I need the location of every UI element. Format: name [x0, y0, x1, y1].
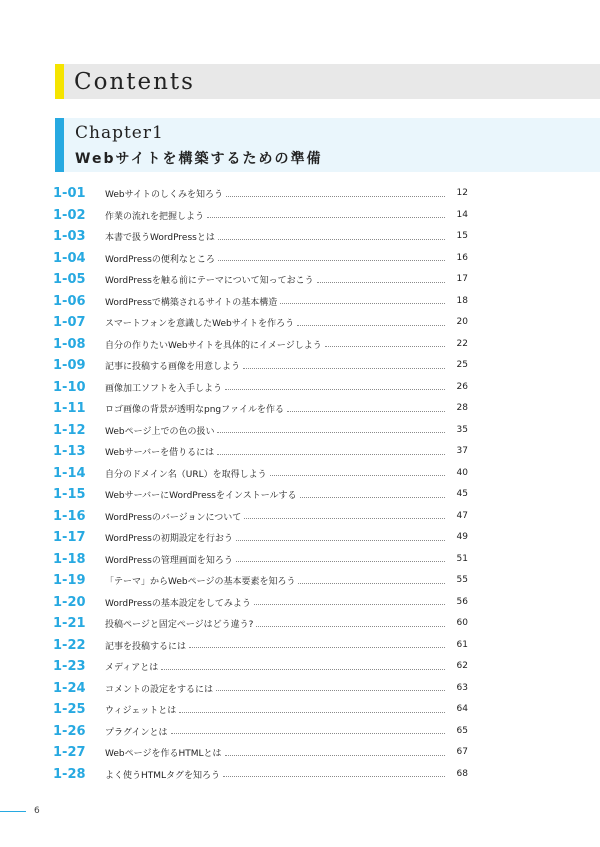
toc-entry-page: 64	[456, 704, 468, 714]
toc-entry-number: 1-13	[53, 444, 86, 459]
toc-leader-dots	[317, 281, 445, 283]
toc-entry-number: 1-10	[53, 379, 86, 395]
toc-entry-page: 22	[456, 338, 468, 349]
toc-entry-page: 16	[456, 252, 468, 263]
toc-leader-dots	[218, 238, 445, 240]
toc-entry-number: 1-15	[53, 487, 86, 502]
toc-entry-number: 1-22	[53, 637, 86, 653]
toc-entry-body	[105, 656, 445, 678]
toc-entry-title: 記事を投稿するには	[105, 641, 187, 652]
toc-entry-number: 1-08	[53, 336, 86, 352]
toc-entry-page: 37	[456, 446, 468, 456]
toc-entry-title: プラグインとは	[105, 727, 168, 738]
toc-entry-page: 25	[456, 360, 468, 370]
toc-leader-dots	[300, 496, 445, 498]
toc-entry-body	[105, 635, 445, 657]
toc-entry	[53, 269, 468, 291]
toc-entry-number: 1-16	[53, 508, 86, 524]
toc-entry-page: 20	[456, 317, 468, 327]
toc-entry-body	[105, 570, 445, 592]
toc-entry	[53, 355, 468, 377]
toc-entry	[53, 248, 468, 270]
toc-leader-dots	[298, 582, 445, 584]
toc-entry-title: 投稿ページと固定ページはどう違う?	[105, 620, 254, 631]
toc-entry	[53, 506, 468, 528]
toc-entry-title: 作業の流れを把握しよう	[105, 211, 205, 222]
toc-entry-page: 28	[456, 403, 468, 413]
toc-leader-dots	[325, 345, 445, 347]
toc-leader-dots	[225, 754, 446, 756]
toc-leader-dots	[270, 474, 445, 476]
toc-entry-page: 14	[456, 209, 468, 220]
toc-entry-page: 56	[456, 596, 468, 607]
toc-leader-dots	[223, 775, 445, 777]
toc-leader-dots	[226, 195, 445, 197]
toc-entry-number: 1-11	[53, 401, 86, 416]
toc-entry	[53, 484, 468, 506]
toc-entry-page: 26	[456, 381, 468, 392]
toc-entry-body	[105, 678, 445, 700]
toc-entry-title: よく使うHTMLタグを知ろう	[105, 770, 221, 781]
toc-entry-title: スマートフォンを意識したWebサイトを作ろう	[105, 319, 295, 330]
toc-entry-body	[105, 291, 445, 313]
toc-entry-title: 自分のドメイン名（URL）を取得しよう	[105, 469, 267, 480]
toc-entry-body	[105, 721, 445, 743]
toc-entry-page: 62	[456, 661, 468, 671]
page-number: 6	[34, 806, 40, 816]
toc-entry	[53, 377, 468, 399]
toc-entry-title: ロゴ画像の背景が透明なpngファイルを作る	[105, 405, 284, 416]
toc-entry-title: Webページ上での色の扱い	[105, 426, 215, 437]
toc-entry-page: 67	[456, 747, 468, 757]
toc-leader-dots	[218, 259, 445, 261]
toc-entry-number: 1-23	[53, 659, 86, 674]
toc-entry-number: 1-28	[53, 766, 86, 782]
toc-entry	[53, 764, 468, 786]
toc-entry-title: 本書で扱うWordPressとは	[105, 233, 215, 244]
toc-entry-body	[105, 549, 445, 571]
toc-entry-number: 1-24	[53, 680, 86, 696]
toc-entry	[53, 742, 468, 764]
toc-entry-title: 画像加工ソフトを入手しよう	[105, 383, 223, 394]
toc-entry-page: 18	[456, 295, 468, 306]
toc-entry	[53, 205, 468, 227]
toc-entry-body	[105, 205, 445, 227]
toc-entry-page: 63	[456, 682, 468, 693]
toc-entry-title: WordPressの便利なところ	[105, 254, 215, 265]
toc-entry-body	[105, 463, 445, 485]
toc-entry	[53, 183, 468, 205]
toc-entry	[53, 441, 468, 463]
toc-leader-dots	[217, 431, 445, 433]
toc-entry-number: 1-01	[53, 186, 86, 201]
toc-entry-page: 15	[456, 231, 468, 241]
toc-entry-title: WordPressを触る前にテーマについて知っておこう	[105, 276, 314, 287]
toc-entry-number: 1-07	[53, 315, 86, 330]
toc-entry-body	[105, 183, 445, 205]
toc-entry-title: WordPressで構築されるサイトの基本構造	[105, 297, 278, 308]
toc-leader-dots	[256, 625, 445, 627]
toc-leader-dots	[171, 732, 445, 734]
toc-entry-body	[105, 764, 445, 786]
toc-entry-number: 1-26	[53, 723, 86, 739]
toc-entry	[53, 635, 468, 657]
chapter-accent-stripe	[55, 118, 64, 172]
toc-entry	[53, 463, 468, 485]
toc-entry-body	[105, 377, 445, 399]
toc-leader-dots	[225, 388, 445, 390]
header-accent-stripe	[55, 64, 64, 99]
toc-entry-title: WordPressのバージョンについて	[105, 512, 242, 523]
toc-leader-dots	[287, 410, 445, 412]
toc-entry-number: 1-17	[53, 530, 86, 545]
page-title: Contents	[74, 69, 195, 95]
toc-leader-dots	[179, 711, 445, 713]
toc-entry	[53, 613, 468, 635]
toc-entry-title: ウィジェットとは	[105, 706, 177, 717]
toc-entry	[53, 656, 468, 678]
toc-entry-number: 1-20	[53, 594, 86, 610]
toc-leader-dots	[280, 302, 445, 304]
toc-entry-title: メディアとは	[105, 663, 159, 674]
toc-entry-title: WordPressの初期設定を行おう	[105, 534, 233, 545]
toc-entry-title: 記事に投稿する画像を用意しよう	[105, 362, 241, 373]
toc-entry-number: 1-18	[53, 551, 86, 567]
toc-entry-page: 61	[456, 639, 468, 650]
toc-entry-title: 自分の作りたいWebサイトを具体的にイメージしよう	[105, 340, 322, 351]
toc-entry	[53, 420, 468, 442]
toc-entry-body	[105, 248, 445, 270]
toc-entry-body	[105, 420, 445, 442]
toc-entry-title: WordPressの管理画面を知ろう	[105, 555, 233, 566]
toc-entry	[53, 398, 468, 420]
toc-entry-body	[105, 441, 445, 463]
toc-entry-body	[105, 355, 445, 377]
toc-entry-body	[105, 269, 445, 291]
toc-entry-page: 49	[456, 532, 468, 542]
toc-entry-page: 51	[456, 553, 468, 564]
toc-entry-page: 65	[456, 725, 468, 736]
toc-entry-number: 1-04	[53, 250, 86, 266]
toc-entry-number: 1-02	[53, 207, 86, 223]
toc-entry-number: 1-12	[53, 422, 86, 438]
toc-entry-body	[105, 592, 445, 614]
toc-entry-title: WebサーバーにWordPressをインストールする	[105, 491, 297, 502]
toc-entry-title: コメントの設定をするには	[105, 684, 214, 695]
toc-entry-page: 17	[456, 274, 468, 284]
toc-entry-number: 1-06	[53, 293, 86, 309]
toc-entry-page: 60	[456, 618, 468, 628]
table-of-contents	[53, 183, 468, 785]
toc-entry-title: Webサイトのしくみを知ろう	[105, 190, 223, 201]
toc-entry-body	[105, 742, 445, 764]
toc-entry-number: 1-05	[53, 272, 86, 287]
toc-entry-title: WordPressの基本設定をしてみよう	[105, 598, 251, 609]
toc-entry-page: 68	[456, 768, 468, 779]
toc-entry-number: 1-21	[53, 616, 86, 631]
toc-entry	[53, 334, 468, 356]
toc-entry-body	[105, 312, 445, 334]
toc-entry-page: 55	[456, 575, 468, 585]
toc-leader-dots	[189, 646, 445, 648]
toc-entry-number: 1-25	[53, 702, 86, 717]
toc-entry	[53, 721, 468, 743]
toc-entry-number: 1-14	[53, 465, 86, 481]
toc-entry-number: 1-19	[53, 573, 86, 588]
toc-entry-page: 47	[456, 510, 468, 521]
toc-leader-dots	[244, 517, 445, 519]
toc-leader-dots	[254, 603, 445, 605]
toc-entry-number: 1-09	[53, 358, 86, 373]
toc-leader-dots	[236, 539, 445, 541]
toc-leader-dots	[161, 668, 445, 670]
toc-leader-dots	[236, 560, 445, 562]
toc-entry-body	[105, 527, 445, 549]
toc-leader-dots	[243, 367, 445, 369]
toc-entry-page: 45	[456, 489, 468, 499]
toc-entry-page: 35	[456, 424, 468, 435]
toc-entry	[53, 699, 468, 721]
toc-entry-body	[105, 334, 445, 356]
toc-entry	[53, 291, 468, 313]
toc-entry	[53, 312, 468, 334]
footer-rule	[0, 811, 26, 812]
toc-entry-title: 「テーマ」からWebページの基本要素を知ろう	[105, 577, 296, 588]
toc-entry-body	[105, 699, 445, 721]
toc-entry-body	[105, 506, 445, 528]
toc-entry-body	[105, 226, 445, 248]
toc-leader-dots	[217, 453, 445, 455]
toc-leader-dots	[207, 216, 445, 218]
chapter-label: Chapter1	[75, 123, 164, 143]
toc-leader-dots	[297, 324, 445, 326]
toc-entry-title: Webページを作るHTMLとは	[105, 749, 222, 760]
toc-entry-page: 40	[456, 467, 468, 478]
toc-entry-body	[105, 398, 445, 420]
toc-leader-dots	[216, 689, 445, 691]
toc-entry-body	[105, 613, 445, 635]
toc-entry-title: Webサーバーを借りるには	[105, 448, 215, 459]
toc-entry	[53, 570, 468, 592]
toc-entry-page: 12	[456, 188, 468, 198]
chapter-title: Webサイトを構築するための準備	[75, 151, 323, 167]
toc-entry-body	[105, 484, 445, 506]
toc-entry-number: 1-03	[53, 229, 86, 244]
toc-entry	[53, 678, 468, 700]
toc-entry	[53, 592, 468, 614]
toc-entry	[53, 527, 468, 549]
toc-entry	[53, 549, 468, 571]
toc-entry-number: 1-27	[53, 745, 86, 760]
toc-entry	[53, 226, 468, 248]
